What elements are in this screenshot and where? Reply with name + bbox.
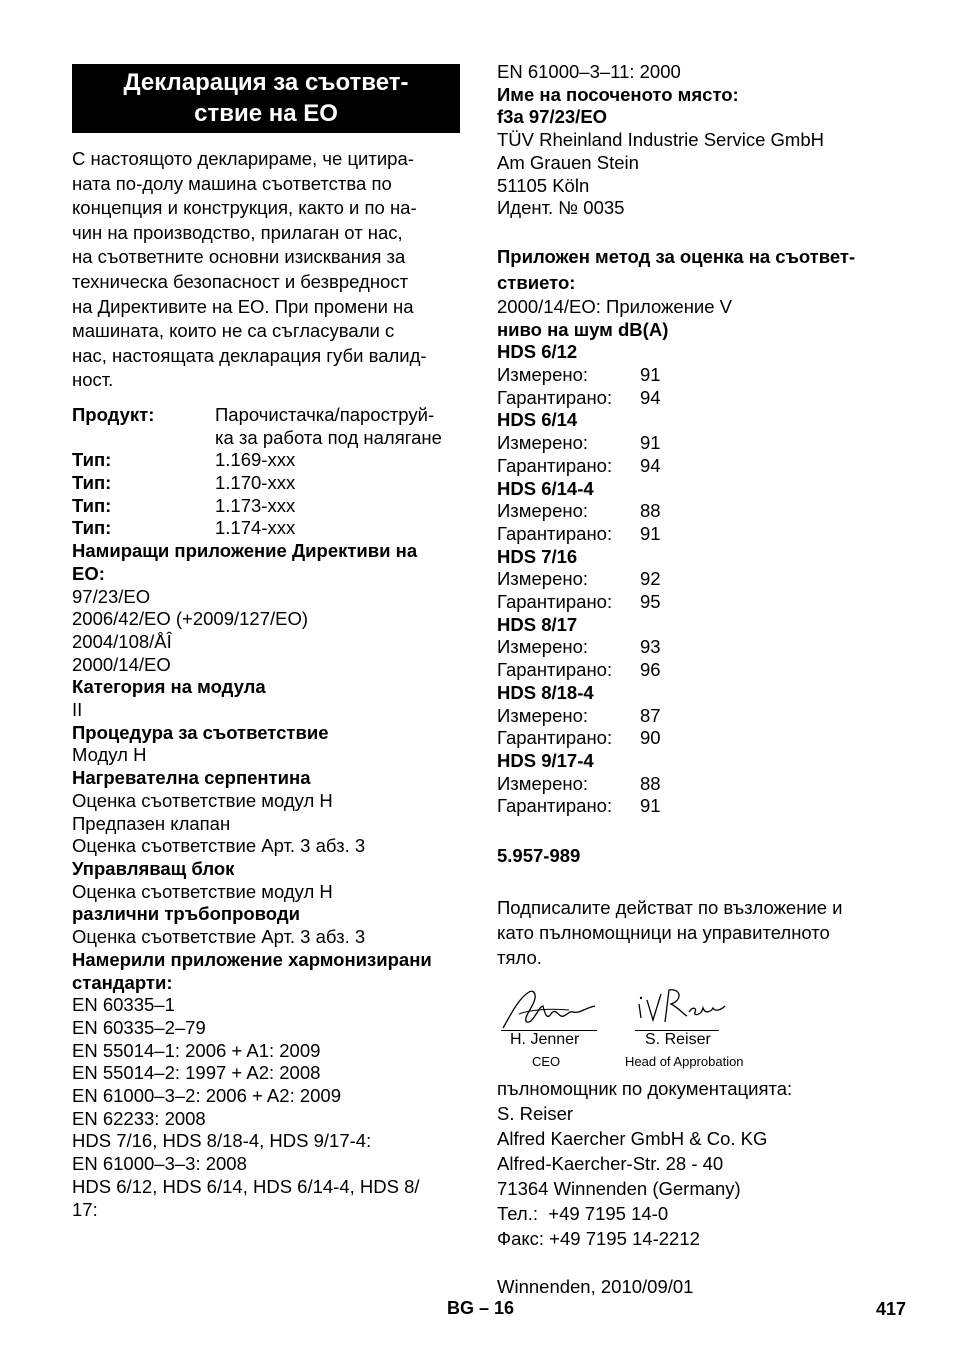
intro-line: на съответните основни изисквания за xyxy=(72,246,406,268)
standards-heading: Намерили приложение хармонизирани xyxy=(72,948,432,970)
noise-label: Измерено: xyxy=(497,432,589,454)
noise-value: 91 xyxy=(640,522,661,544)
noise-list xyxy=(497,341,917,818)
directive-item: 2004/108/ÅÎ xyxy=(72,630,172,652)
noise-value: 87 xyxy=(640,704,661,726)
type-value: 1.170-xxx xyxy=(215,472,296,494)
intro-paragraph xyxy=(72,147,472,393)
intro-line: машината, които не са съгласували с xyxy=(72,320,395,342)
noise-value: 95 xyxy=(640,591,661,613)
module-category-heading: Категория на модула xyxy=(72,676,266,698)
signatories-note-line: Подписалите действат по възложение и xyxy=(497,896,843,918)
control-block-heading: Управляващ блок xyxy=(72,858,235,879)
heating-coil-line: Оценка съответствие Арт. 3 абз. 3 xyxy=(72,835,366,857)
product-value-line: Парочистачка/пароструй- xyxy=(215,403,435,425)
noise-guaranteed-row xyxy=(497,523,917,546)
noise-value: 90 xyxy=(640,727,661,749)
module-category-value: II xyxy=(72,699,83,721)
product-value xyxy=(215,404,472,449)
intro-line: чин на производство, прилаган от нас, xyxy=(72,221,403,243)
standard-item: HDS 6/12, HDS 6/14, HDS 6/14-4, HDS 8/ xyxy=(72,1175,420,1197)
standard-item: EN 60335–1 xyxy=(72,994,175,1016)
standard-item: EN 61000–3–3: 2008 xyxy=(72,1153,247,1175)
noise-label: Гарантирано: xyxy=(497,727,613,749)
noise-measured-row xyxy=(497,773,917,796)
spacer xyxy=(497,1251,917,1276)
intro-line: на Директивите на ЕО. При промени на xyxy=(72,295,414,317)
standard-item: EN 60335–2–79 xyxy=(72,1016,206,1038)
heating-coil-heading: Нагревателна серпентина xyxy=(72,767,311,789)
noise-model-name: HDS 8/18-4 xyxy=(497,681,594,703)
standard-item: EN 55014–1: 2006 + A1: 2009 xyxy=(72,1039,321,1061)
pipelines-heading: различни тръбопроводи xyxy=(72,903,300,925)
intro-line: нас, настоящата декларация губи валид- xyxy=(72,344,427,366)
notified-body-line: TÜV Rheinland Industrie Service GmbH xyxy=(497,129,824,151)
noise-model-name: HDS 6/14-4 xyxy=(497,477,594,499)
standard-item: EN 61000–3–2: 2006 + A2: 2009 xyxy=(72,1085,341,1107)
noise-measured-row xyxy=(497,705,917,728)
noise-value: 91 xyxy=(640,432,661,454)
directive-item: 97/23/ЕО xyxy=(72,585,151,607)
fax-line: Факс: +49 7195 14-2212 xyxy=(497,1227,700,1249)
noise-guaranteed-row xyxy=(497,455,917,478)
type-row xyxy=(72,495,472,518)
standard-item: HDS 7/16, HDS 8/18-4, HDS 9/17-4: xyxy=(72,1130,372,1152)
noise-value: 91 xyxy=(640,364,661,386)
intro-line: техническа безопасност и безвредност xyxy=(72,270,409,292)
spacer xyxy=(497,818,917,845)
page-number: 417 xyxy=(876,1299,907,1319)
right-column xyxy=(497,61,917,1299)
noise-label: Гарантирано: xyxy=(497,522,613,544)
signature-area xyxy=(497,980,917,1092)
noise-label: Гарантирано: xyxy=(497,795,613,817)
noise-guaranteed-row xyxy=(497,795,917,818)
noise-model-name: HDS 8/17 xyxy=(497,613,578,635)
type-row xyxy=(72,517,472,540)
noise-value: 88 xyxy=(640,500,661,522)
spacer xyxy=(497,220,917,244)
standard-item: EN 62233: 2008 xyxy=(72,1107,206,1129)
directive-item: 2006/42/ЕО (+2009/127/ЕО) xyxy=(72,608,309,630)
notified-body-line: 51105 Köln xyxy=(497,174,590,196)
control-block-value: Оценка съответствие модул H xyxy=(72,880,333,902)
standard-item: EN 61000–3–11: 2000 xyxy=(497,61,681,82)
noise-model-name: HDS 6/14 xyxy=(497,409,578,431)
signatory-right-role: Head of Approbation xyxy=(625,1053,744,1069)
signature-jenner-image xyxy=(499,984,599,1032)
noise-model-name: HDS 7/16 xyxy=(497,545,578,567)
noise-measured-row xyxy=(497,364,917,387)
type-value: 1.174-xxx xyxy=(215,517,296,539)
noise-label: Измерено: xyxy=(497,568,589,590)
noise-measured-row xyxy=(497,500,917,523)
assessment-heading: Приложен метод за оценка на съответ- xyxy=(497,245,856,267)
type-row xyxy=(72,472,472,495)
directives-heading: Намиращи приложение Директиви на xyxy=(72,540,418,562)
signatory-left-name: H. Jenner xyxy=(510,1030,580,1048)
conformity-procedure-heading: Процедура за съответствие xyxy=(72,721,329,743)
directive-item: 2000/14/ЕО xyxy=(72,653,171,675)
assessment-heading-cont: ствието: xyxy=(497,271,576,293)
type-label: Тип: xyxy=(72,494,112,516)
address-line: S. Reiser xyxy=(497,1102,574,1124)
address-line: 71364 Winnenden (Germany) xyxy=(497,1177,741,1199)
noise-value: 96 xyxy=(640,659,661,681)
phone-line: Тел.: +49 7195 14-0 xyxy=(497,1202,669,1224)
standard-item: 17: xyxy=(72,1198,98,1220)
noise-label: Измерено: xyxy=(497,636,589,658)
heating-coil-line: Предпазен клапан xyxy=(72,812,231,834)
noise-label: Гарантирано: xyxy=(497,659,613,681)
assessment-value: 2000/14/ЕО: Приложение V xyxy=(497,295,733,317)
noise-label: Измерено: xyxy=(497,500,589,522)
noise-measured-row xyxy=(497,432,917,455)
address-line: Alfred Kaercher GmbH & Co. KG xyxy=(497,1127,768,1149)
type-label: Тип: xyxy=(72,517,112,539)
noise-value: 88 xyxy=(640,772,661,794)
declaration-title xyxy=(72,64,460,133)
noise-label: Гарантирано: xyxy=(497,386,613,408)
noise-label: Гарантирано: xyxy=(497,454,613,476)
notified-body-subheading: f3а 97/23/ЕО xyxy=(497,106,608,128)
notified-body-line: Идент. № 0035 xyxy=(497,197,625,219)
documentation-agent-label: пълномощник по документацията: xyxy=(497,1077,793,1099)
signature-reiser-image xyxy=(635,982,735,1030)
signatories-note-line: тяло. xyxy=(497,946,542,968)
type-value: 1.169-xxx xyxy=(215,449,296,471)
intro-line: концепция и конструкция, както и по на- xyxy=(72,197,417,219)
noise-value: 93 xyxy=(640,636,661,658)
section-page-label: BG – 16 xyxy=(447,1298,515,1318)
heating-coil-line: Оценка съответствие модул H xyxy=(72,789,333,811)
directives-heading-cont: ЕО: xyxy=(72,562,105,584)
noise-value: 94 xyxy=(640,386,661,408)
pipelines-value: Оценка съответствие Арт. 3 абз. 3 xyxy=(72,926,366,948)
notified-body-line: Am Grauen Stein xyxy=(497,151,639,173)
noise-label: Измерено: xyxy=(497,364,589,386)
signatories-note-line: като пълномощници на управителното xyxy=(497,921,830,943)
noise-measured-row xyxy=(497,568,917,591)
noise-measured-row xyxy=(497,636,917,659)
type-label: Тип: xyxy=(72,449,112,471)
noise-guaranteed-row xyxy=(497,727,917,750)
noise-heading: ниво на шум dB(A) xyxy=(497,318,669,340)
noise-model-name: HDS 6/12 xyxy=(497,341,578,363)
place-date: Winnenden, 2010/09/01 xyxy=(497,1275,694,1297)
noise-value: 91 xyxy=(640,795,661,817)
standards-heading-cont: стандарти: xyxy=(72,971,173,993)
noise-value: 94 xyxy=(640,454,661,476)
type-label: Тип: xyxy=(72,472,112,494)
noise-label: Измерено: xyxy=(497,772,589,794)
noise-guaranteed-row xyxy=(497,387,917,410)
signatory-left-role: CEO xyxy=(532,1053,561,1069)
intro-line: ната по-долу машина съответства по xyxy=(72,172,392,194)
noise-guaranteed-row xyxy=(497,591,917,614)
title-line-2: ствие на ЕО xyxy=(194,100,338,127)
type-row xyxy=(72,449,472,472)
noise-label: Измерено: xyxy=(497,704,589,726)
noise-guaranteed-row xyxy=(497,659,917,682)
address-line: Alfred-Kaercher-Str. 28 - 40 xyxy=(497,1152,724,1174)
standard-item: EN 55014–2: 1997 + A2: 2008 xyxy=(72,1062,321,1084)
intro-line: ност. xyxy=(72,369,114,391)
conformity-procedure-value: Модул H xyxy=(72,744,147,766)
documentation-agent xyxy=(497,1076,917,1251)
left-column xyxy=(72,64,472,1221)
spacer xyxy=(497,868,917,895)
product-label: Продукт: xyxy=(72,403,155,425)
intro-line: С настоящото декларираме, че цитира- xyxy=(72,148,414,169)
document-number: 5.957-989 xyxy=(497,845,581,867)
noise-model-name: HDS 9/17-4 xyxy=(497,749,594,771)
product-value-line: ка за работа под налягане xyxy=(215,426,442,448)
type-value: 1.173-xxx xyxy=(215,494,296,516)
product-row xyxy=(72,404,472,449)
notified-body-heading: Име на посоченото място: xyxy=(497,83,739,105)
noise-label: Гарантирано: xyxy=(497,591,613,613)
noise-value: 92 xyxy=(640,568,661,590)
signatory-right-name: S. Reiser xyxy=(645,1030,711,1048)
title-line-1: Декларация за съответ- xyxy=(123,69,409,96)
